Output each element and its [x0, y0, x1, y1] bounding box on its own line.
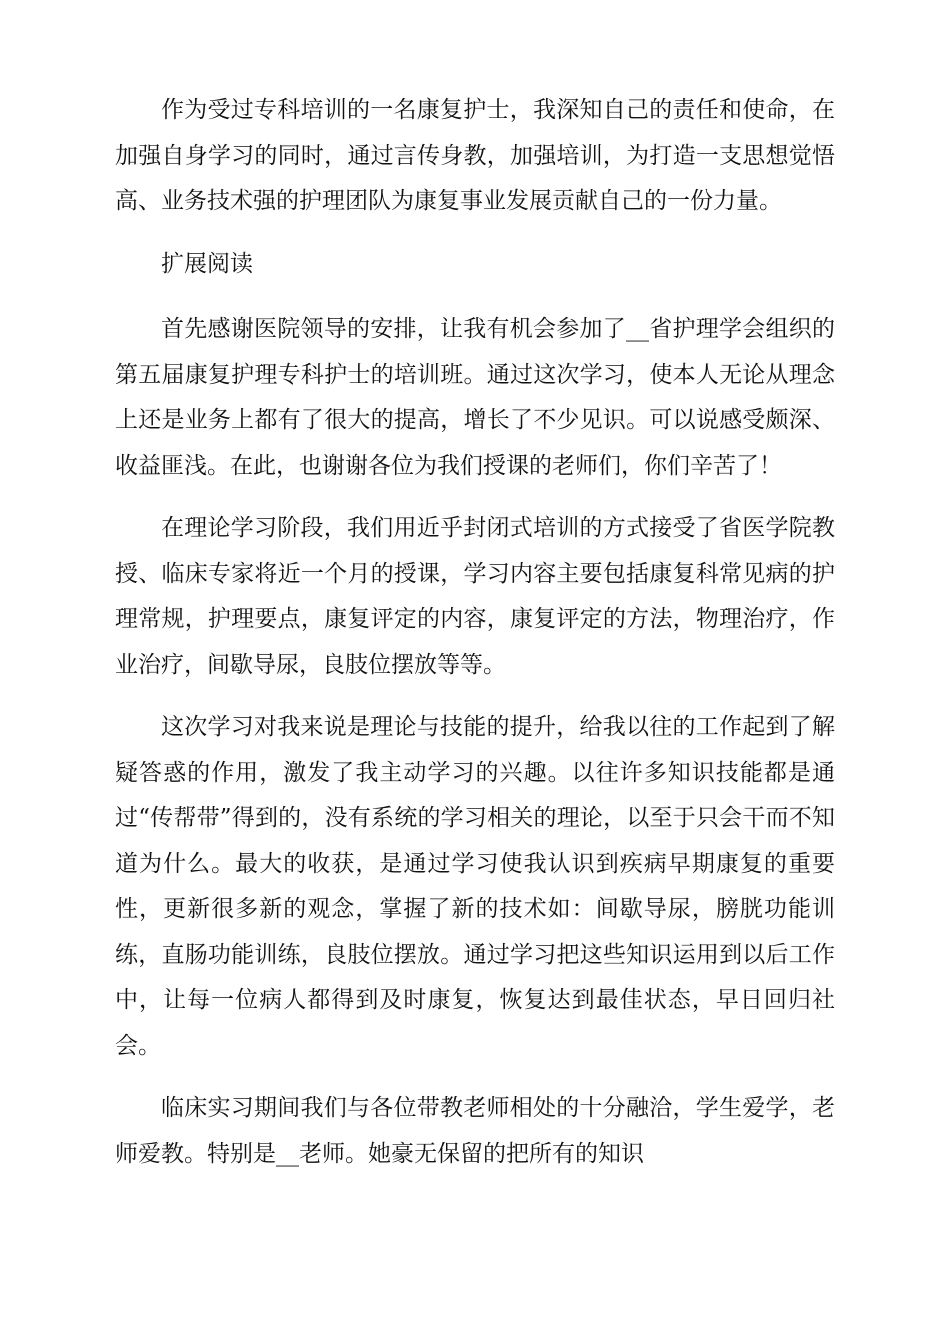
section-heading-extended-reading: 扩展阅读	[161, 250, 253, 277]
paragraph-theory-study: 在理论学习阶段，我们用近乎封闭式培训的方式接受了省医学院教授、临床专家将近一个月的授课，学习内容主要包括康复科常见病的护理常规，护理要点，康复评定的内容，康复评定的方法，物理治疗，作业治疗，间歇导尿，良肢位摆放等等。	[115, 515, 835, 678]
paragraph-clinical-practice: 临床实习期间我们与各位带教老师相处的十分融洽，学生爱学，老师爱教。特别是__老师。她豪无保留的把所有的知识	[115, 1095, 835, 1167]
paragraph-responsibility: 作为受过专科培训的一名康复护士，我深知自己的责任和使命，在加强自身学习的同时，通过言传身教，加强培训，为打造一支思想觉悟高、业务技术强的护理团队为康复事业发展贡献自己的一份力量。	[115, 97, 835, 214]
paragraph-skills-improvement: 这次学习对我来说是理论与技能的提升，给我以往的工作起到了解疑答惑的作用，激发了我主动学习的兴趣。以往许多知识技能都是通过“传帮带”得到的，没有系统的学习相关的理论，以至于只会干而不知道为什么。最大的收获，是通过学习使我认识到疾病早期康复的重要性，更新很多新的观念，掌握了新的技术如：间歇导尿，膀胱功能训练，直肠功能训练，良肢位摆放。通过学习把这些知识运用到以后工作中，让每一位病人都得到及时康复，恢复达到最佳状态，早日回归社会。	[115, 714, 835, 1059]
document-page	[115, 88, 835, 1194]
paragraph-thanks: 首先感谢医院领导的安排，让我有机会参加了__省护理学会组织的第五届康复护理专科护士的培训班。通过这次学习，使本人无论从理念上还是业务上都有了很大的提高，增长了不少见识。可以说感受颇深、收益匪浅。在此，也谢谢各位为我们授课的老师们，你们辛苦了！	[115, 316, 835, 479]
